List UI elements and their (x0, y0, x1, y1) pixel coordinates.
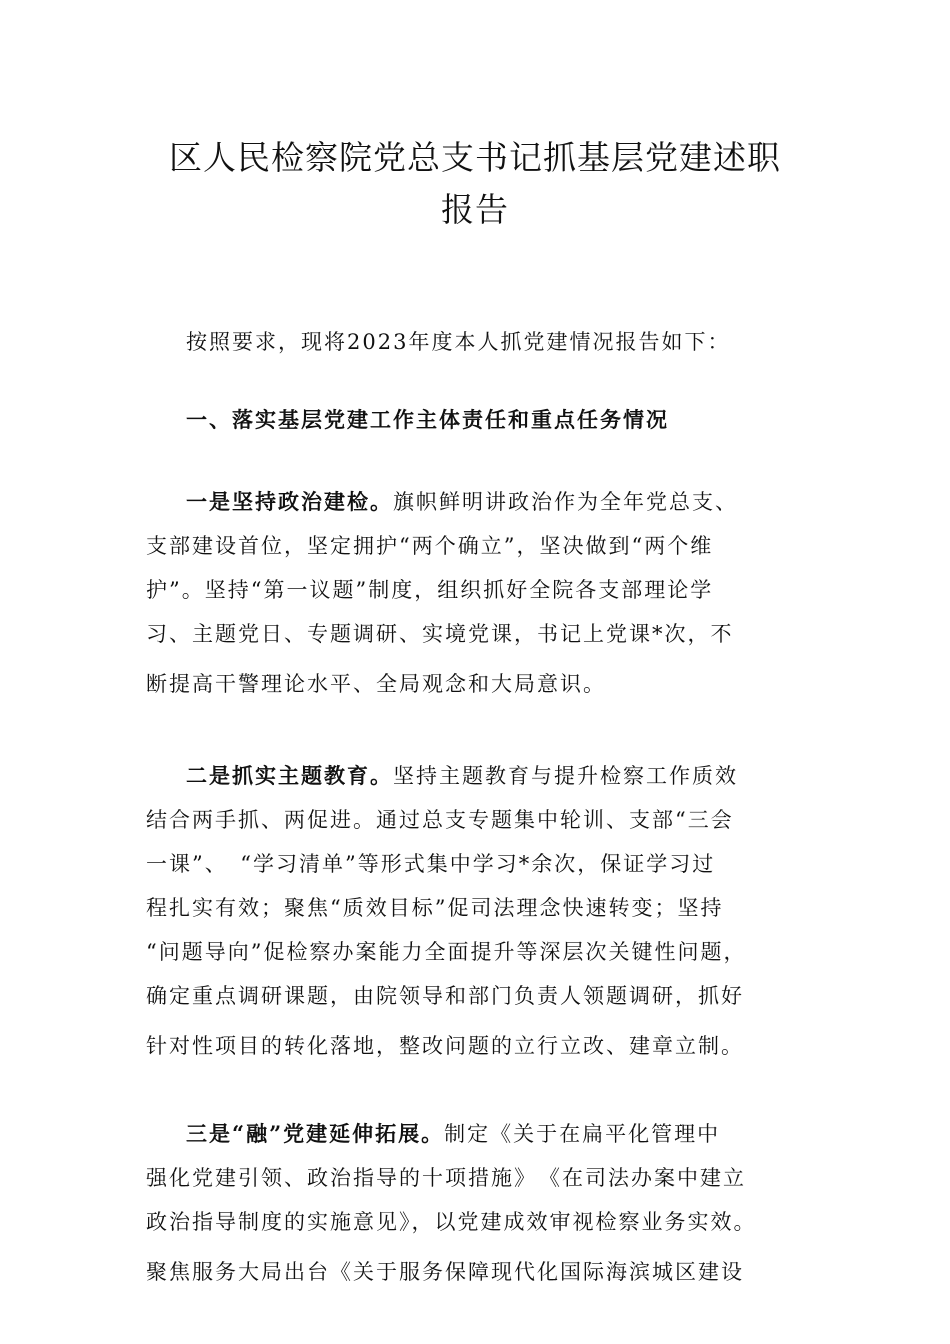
paragraph-line: 确定重点调研课题，由院领导和部门负责人领题调研，抓好 (146, 984, 744, 1008)
paragraph-text: 制定《关于在扁平化管理中 (444, 1122, 721, 1146)
paragraph-line: 一课”、 “学习清单”等形式集中学习*余次，保证学习过 (146, 852, 716, 876)
paragraph-theme-education (146, 754, 836, 1068)
paragraph-text: 旗帜鲜明讲政治作为全年党总支、 (393, 490, 738, 514)
paragraph-lead: 三是“融”党建延伸拓展。 (186, 1121, 445, 1146)
paragraph-line (146, 754, 836, 798)
document-title (100, 132, 850, 236)
paragraph-line: 针对性项目的转化落地，整改问题的立行立改、建章立制。 (146, 1034, 744, 1058)
paragraph-line: 结合两手抓、两促进。通过总支专题集中轮训、支部“三会 (146, 808, 734, 832)
paragraph-text: 坚持主题教育与提升检察工作质效 (393, 764, 738, 788)
paragraph-line (146, 1112, 836, 1156)
paragraph-lead: 一是坚持政治建检。 (186, 489, 393, 514)
paragraph-line: “问题导向”促检察办案能力全面提升等深层次关键性问题， (146, 940, 747, 964)
paragraph-line: 政治指导制度的实施意见》，以党建成效审视检察业务实效。 (146, 1210, 757, 1234)
paragraph-line: 程扎实有效；聚焦“质效目标”促司法理念快速转变；坚持 (146, 896, 724, 920)
title-line-1: 区人民检察院党总支书记抓基层党建述职 (169, 138, 781, 177)
paragraph-line (146, 480, 836, 524)
paragraph-line: 断提高干警理论水平、全局观念和大局意识。 (146, 672, 606, 696)
section-heading: 一、落实基层党建工作主体责任和重点任务情况 (186, 407, 669, 432)
paragraph-line: 强化党建引领、政治指导的十项措施》 《在司法办案中建立 (146, 1166, 746, 1190)
paragraph-line: 习、主题党日、专题调研、实境党课，书记上党课*次，不 (146, 622, 734, 646)
paragraph-line: 护”。坚持“第一议题”制度，组织抓好全院各支部理论学 (146, 578, 714, 602)
intro-paragraph: 按照要求，现将2023年度本人抓党建情况报告如下： (186, 330, 731, 354)
title-line-2: 报告 (441, 190, 509, 229)
paragraph-political-building (146, 480, 836, 706)
paragraph-lead: 二是抓实主题教育。 (186, 763, 393, 788)
paragraph-party-building-extension (146, 1112, 836, 1294)
paragraph-line: 支部建设首位，坚定拥护“两个确立”，坚决做到“两个维 (146, 534, 714, 558)
paragraph-line: 聚焦服务大局出台《关于服务保障现代化国际海滨城区建设 (146, 1260, 744, 1284)
